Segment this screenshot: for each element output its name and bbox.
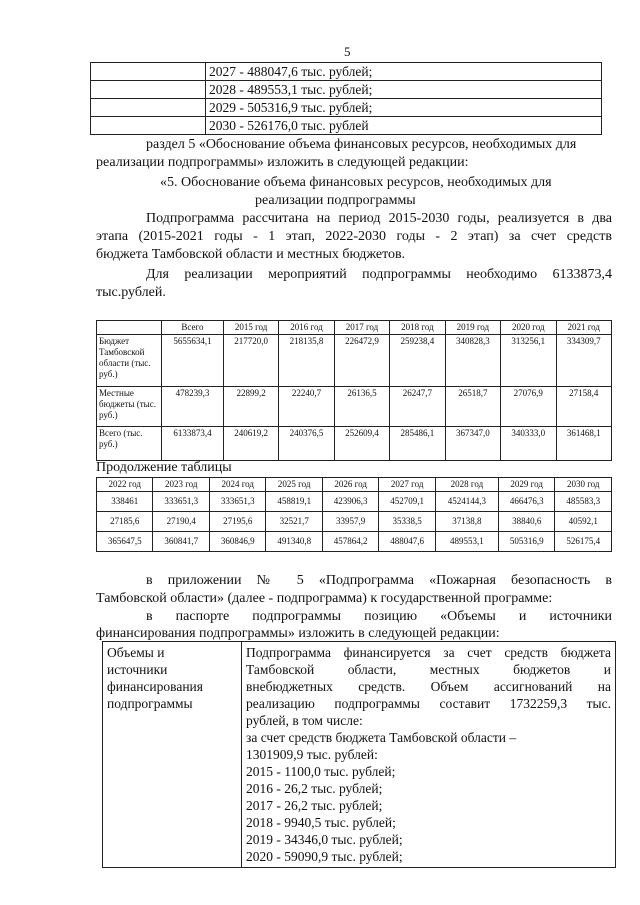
table-cell: 491340,8: [266, 532, 322, 552]
table-cell: 26518,7: [445, 387, 500, 427]
table-cell: 361468,1: [556, 427, 612, 461]
table-cell: 365647,5: [97, 532, 153, 552]
passport-table: [102, 641, 616, 868]
top-funding-table: [90, 62, 602, 135]
table-cell: 5655634,1: [162, 335, 224, 387]
para5-line1: в паспорте подпрограммы позицию «Объемы и источники: [146, 609, 612, 624]
table-cell: 217720,0: [223, 335, 278, 387]
table-cell: 22899,2: [223, 387, 278, 427]
table-row: [97, 427, 612, 461]
passport-position-label: [103, 642, 242, 868]
text-line: 2017 - 26,2 тыс. рублей;: [246, 798, 383, 813]
text-line: 2019 - 34346,0 тыс. рублей;: [246, 832, 403, 847]
table-cell: 485583,3: [555, 492, 612, 512]
table-cell: 360846,9: [209, 532, 265, 552]
text-line: реализацию подпрограммы составит 1732259,3 тыс.: [246, 696, 611, 711]
table-cell: 457864,2: [322, 532, 378, 552]
header-cell: [97, 321, 162, 335]
header-cell: 2020 год: [501, 321, 556, 335]
header-cell: 2015 год: [223, 321, 278, 335]
header-cell: 2028 год: [435, 478, 498, 492]
para3-line1: Для реализации мероприятий подпрограммы необходимо 6133873,4: [146, 267, 612, 282]
table-cell: 27076,9: [501, 387, 556, 427]
table-cell: 333651,3: [209, 492, 265, 512]
header-cell: 2025 год: [266, 478, 322, 492]
table-cell: 466476,3: [498, 492, 554, 512]
table-cell: 340333,0: [501, 427, 556, 461]
header-cell: Всего: [162, 321, 224, 335]
row-label: Бюджет Тамбовской области (тыс. руб.): [97, 335, 162, 387]
text-line: Тамбовской области, местных бюджетов и: [246, 662, 611, 677]
financing-table-continuation: [96, 477, 612, 552]
header-cell: 2030 год: [555, 478, 612, 492]
para1-line2: реализации подпрограммы» изложить в следующей редакции:: [96, 155, 469, 170]
header-cell: 2022 год: [97, 478, 153, 492]
table-row: [97, 532, 612, 552]
text-line: 2020 - 59090,9 тыс. рублей;: [246, 849, 403, 864]
year-line: 2029 - 505316,9 тыс. рублей;: [206, 99, 602, 117]
table-header-row: [97, 321, 612, 335]
row-label: Всего (тыс. руб.): [97, 427, 162, 461]
text-line: за счет средств бюджета Тамбовской области –: [246, 730, 517, 745]
text-line: рублей, в том числе:: [246, 713, 363, 728]
table-cell: 38840,6: [498, 512, 554, 532]
table-cell: 26247,7: [390, 387, 445, 427]
table-cell: 452709,1: [379, 492, 435, 512]
continuation-label: Продолжение таблицы: [96, 460, 232, 475]
table-row: [97, 512, 612, 532]
table-cell: 423906,3: [322, 492, 378, 512]
table-cell: 333651,3: [153, 492, 209, 512]
table-cell: 6133873,4: [162, 427, 224, 461]
row-label: Местные бюджеты (тыс. руб.): [97, 387, 162, 427]
table-cell: 360841,7: [153, 532, 209, 552]
text-line: 2016 - 26,2 тыс. рублей;: [246, 781, 383, 796]
table-cell: 40592,1: [555, 512, 612, 532]
table-cell: 252609,4: [334, 427, 389, 461]
text-line: 1301909,9 тыс. рублей:: [246, 747, 378, 762]
position-line: финансирования: [107, 679, 203, 694]
table-cell: 458819,1: [266, 492, 322, 512]
table-row: [97, 387, 612, 427]
heading-line2: реализации подпрограммы: [255, 193, 416, 208]
header-cell: 2021 год: [556, 321, 612, 335]
table-cell: 240619,2: [223, 427, 278, 461]
para4-line2: Тамбовской области» (далее - подпрограмма) к государственной программе:: [96, 591, 553, 606]
header-cell: 2018 год: [390, 321, 445, 335]
table-cell: 35338,5: [379, 512, 435, 532]
para1-line1: раздел 5 «Обоснование объема финансовых ресурсов, необходимых для: [146, 137, 577, 152]
text-line: 2018 - 9940,5 тыс. рублей;: [246, 815, 396, 830]
header-cell: 2019 год: [445, 321, 500, 335]
table-cell: 226472,9: [334, 335, 389, 387]
table-cell: 340828,3: [445, 335, 500, 387]
table-cell: 27185,6: [97, 512, 153, 532]
table-cell: 313256,1: [501, 335, 556, 387]
table-header-row: [97, 478, 612, 492]
header-cell: 2026 год: [322, 478, 378, 492]
table-cell: 27190,4: [153, 512, 209, 532]
header-cell: 2029 год: [498, 478, 554, 492]
table-cell: 526175,4: [555, 532, 612, 552]
para2-line2: этапа (2015-2021 годы - 1 этап, 2022-2030 годы - 2 этап) за счет средств: [96, 229, 612, 244]
table-cell: 22240,7: [279, 387, 334, 427]
para3-line2: тыс.рублей.: [96, 285, 166, 300]
passport-position-text: [242, 642, 616, 868]
position-line: Объемы и: [107, 645, 165, 660]
table-cell: 285486,1: [390, 427, 445, 461]
para2-line1: Подпрограмма рассчитана на период 2015-2030 годы, реализуется в два: [146, 211, 612, 226]
table-cell: 27195,6: [209, 512, 265, 532]
table-cell: 240376,5: [279, 427, 334, 461]
financing-table: [96, 320, 612, 461]
header-cell: 2027 год: [379, 478, 435, 492]
year-line: 2027 - 488047,6 тыс. рублей;: [206, 63, 602, 81]
table-cell: 259238,4: [390, 335, 445, 387]
table-cell: 33957,9: [322, 512, 378, 532]
para4-line1: в приложении № 5 «Подпрограмма «Пожарная безопасность в: [146, 573, 612, 588]
header-cell: 2024 год: [209, 478, 265, 492]
text-line: Подпрограмма финансируется за счет средств бюджета: [246, 645, 611, 660]
table-cell: 489553,1: [435, 532, 498, 552]
table-cell: 367347,0: [445, 427, 500, 461]
table-cell: 37138,8: [435, 512, 498, 532]
table-cell: 478239,3: [162, 387, 224, 427]
table-cell: 334309,7: [556, 335, 612, 387]
table-cell: 218135,8: [279, 335, 334, 387]
position-line: источники: [107, 662, 168, 677]
header-cell: 2017 год: [334, 321, 389, 335]
table-cell: 27158,4: [556, 387, 612, 427]
table-cell: 26136,5: [334, 387, 389, 427]
table-cell: 4524144,3: [435, 492, 498, 512]
year-line: 2028 - 489553,1 тыс. рублей;: [206, 81, 602, 99]
text-line: 2015 - 1100,0 тыс. рублей;: [246, 764, 396, 779]
table-cell: 505316,9: [498, 532, 554, 552]
table-cell: 338461: [97, 492, 153, 512]
para5-line2: финансирования подпрограммы» изложить в следующей редакции:: [96, 626, 500, 641]
para2-line3: бюджета Тамбовской области и местных бюджетов.: [96, 247, 406, 262]
position-line: подпрограммы: [107, 696, 193, 711]
table-cell: 488047,6: [379, 532, 435, 552]
header-cell: 2016 год: [279, 321, 334, 335]
page-number: 5: [344, 44, 351, 59]
text-line: внебюджетных средств. Объем ассигнований на: [246, 679, 611, 694]
table-row: [97, 335, 612, 387]
heading-line1: «5. Обоснование объема финансовых ресурсов, необходимых для: [160, 175, 552, 190]
header-cell: 2023 год: [153, 478, 209, 492]
table-cell: 32521,7: [266, 512, 322, 532]
table-row: [97, 492, 612, 512]
year-line: 2030 - 526176,0 тыс. рублей: [206, 117, 602, 135]
